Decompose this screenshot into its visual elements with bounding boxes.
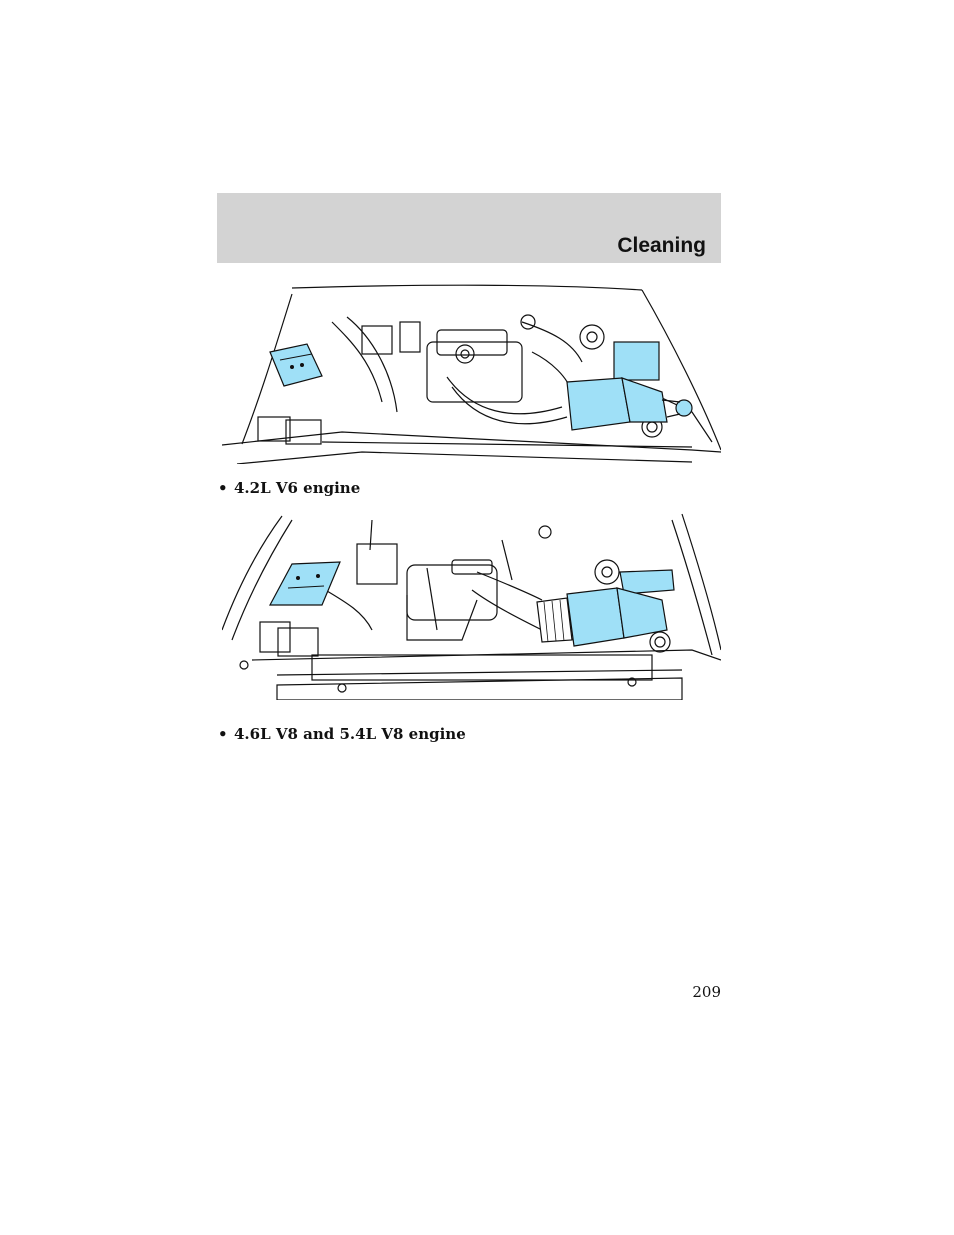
section-header bbox=[217, 193, 721, 263]
bullet-icon: • bbox=[218, 725, 228, 743]
caption-text: 4.6L V8 and 5.4L V8 engine bbox=[234, 725, 466, 743]
battery-highlight bbox=[270, 562, 340, 605]
battery-highlight bbox=[270, 344, 322, 386]
fluid-reservoir-highlight bbox=[614, 342, 659, 380]
air-filter-highlight bbox=[567, 378, 692, 430]
figure-caption-v6 bbox=[218, 479, 360, 497]
figure-caption-v8 bbox=[218, 725, 466, 743]
engine-compartment-drawing-v6 bbox=[222, 282, 721, 464]
engine-illustration-v6 bbox=[222, 282, 721, 464]
caption-text: 4.2L V6 engine bbox=[234, 479, 361, 497]
engine-compartment-drawing-v8 bbox=[222, 510, 721, 700]
section-title: Cleaning bbox=[617, 234, 706, 257]
air-filter-highlight bbox=[537, 588, 667, 646]
engine-illustration-v8 bbox=[222, 510, 721, 700]
page-number: 209 bbox=[692, 983, 721, 1001]
bullet-icon: • bbox=[218, 479, 228, 497]
